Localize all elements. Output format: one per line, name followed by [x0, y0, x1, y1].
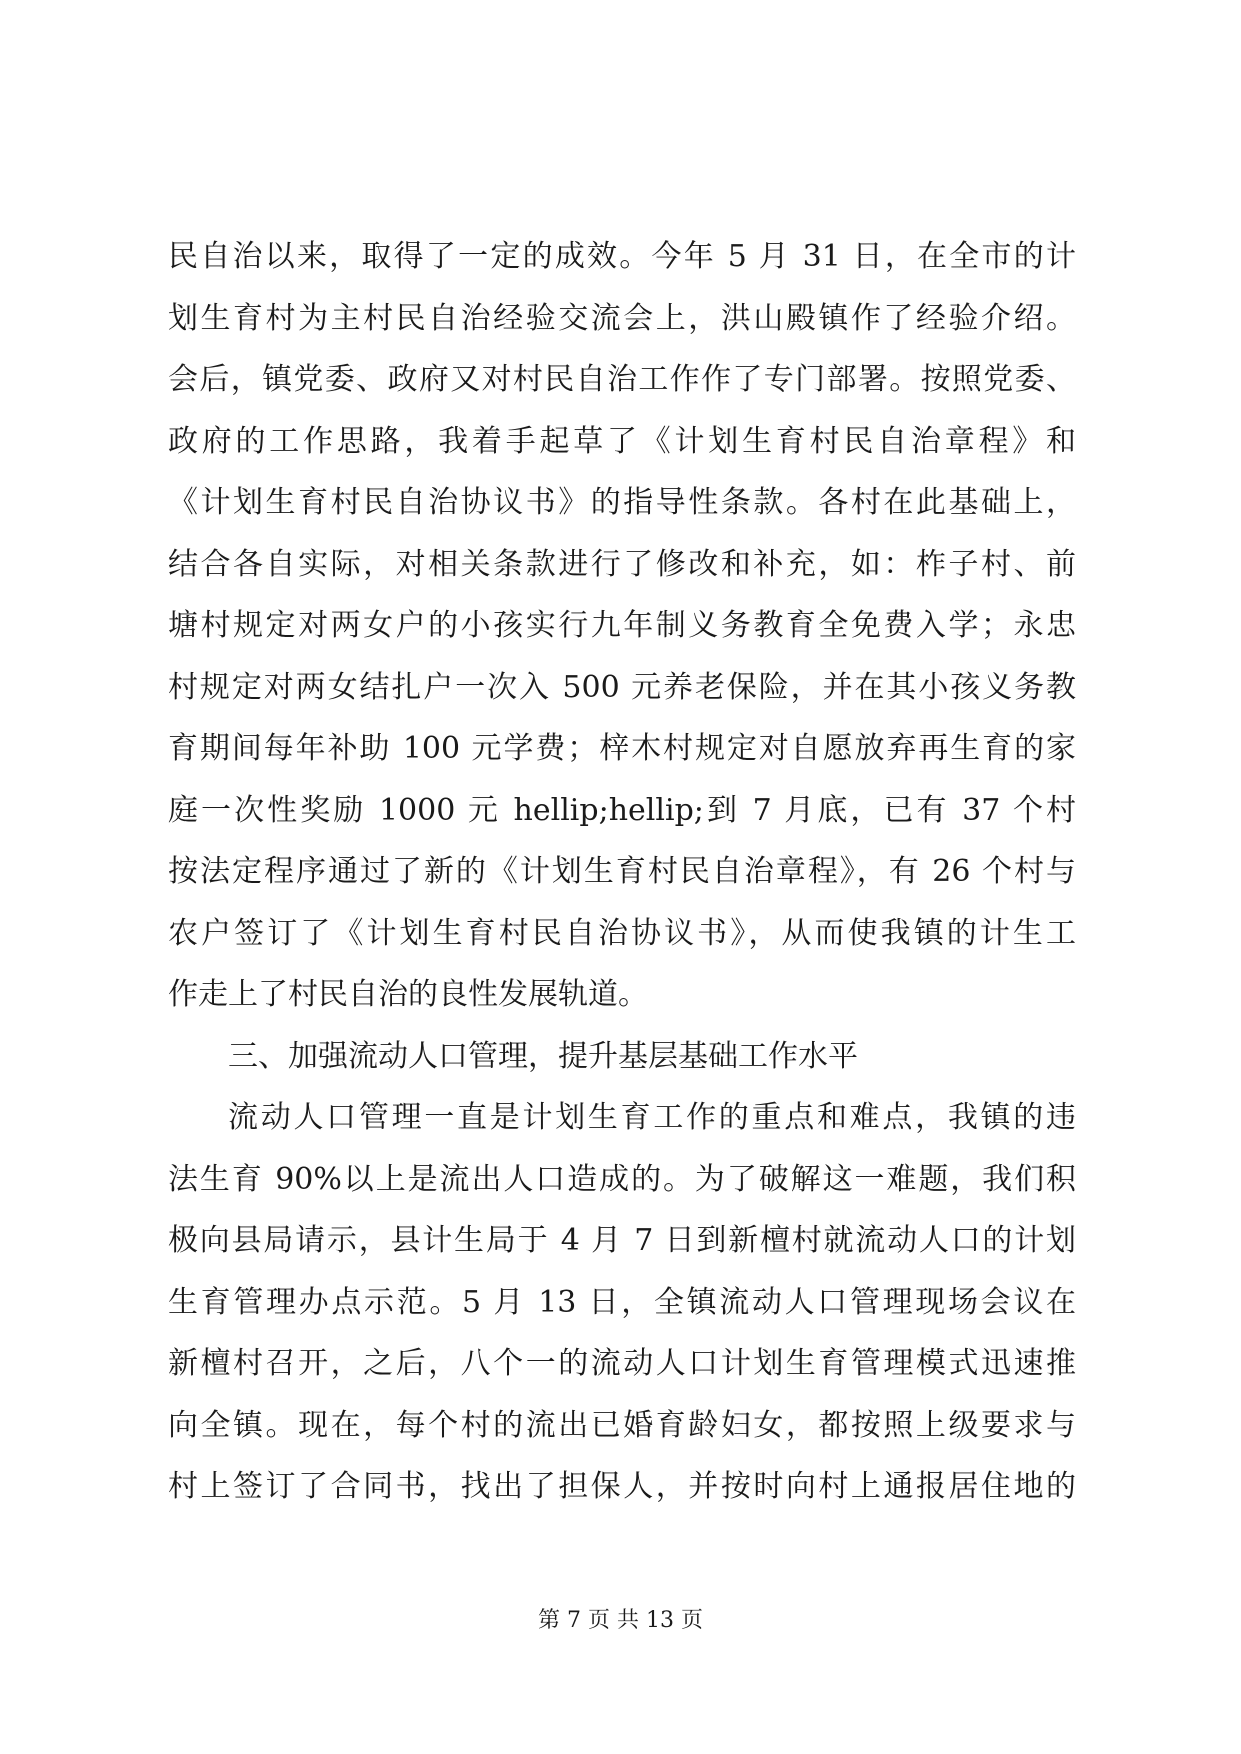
- text-line: 生育管理办点示范。5 月 13 日，全镇流动人口管理现场会议在: [168, 1284, 1076, 1320]
- text-line: 向全镇。现在，每个村的流出已婚育龄妇女，都按照上级要求与: [168, 1407, 1076, 1443]
- text-line: 会后，镇党委、政府又对村民自治工作作了专门部署。按照党委、: [168, 362, 1076, 397]
- text-line: 农户签订了《计划生育村民自治协议书》，从而使我镇的计生工: [168, 915, 1076, 951]
- body-text: [168, 226, 1076, 1518]
- text-line: 民自治以来，取得了一定的成效。今年 5 月 31 日，在全市的计: [168, 239, 1076, 274]
- text-line: 庭一次性奖励 1000 元 hellip;hellip;到 7 月底，已有 37 个村: [168, 792, 1076, 828]
- text-line: 育期间每年补助 100 元学费；梓木村规定对自愿放弃再生育的家: [168, 731, 1076, 766]
- text-line: 村规定对两女结扎户一次入 500 元养老保险，并在其小孩义务教: [168, 669, 1076, 705]
- text-line: 划生育村为主村民自治经验交流会上，洪山殿镇作了经验介绍。: [168, 300, 1076, 336]
- section-heading: 三、加强流动人口管理，提升基层基础工作水平: [228, 1038, 858, 1074]
- text-line: 作走上了村民自治的良性发展轨道。: [168, 977, 648, 1012]
- text-line: 村上签订了合同书，找出了担保人，并按时向村上通报居住地的: [168, 1469, 1076, 1504]
- text-line: 流动人口管理一直是计划生育工作的重点和难点，我镇的违: [228, 1100, 1076, 1135]
- text-line: 极向县局请示，县计生局于 4 月 7 日到新檀村就流动人口的计划: [168, 1223, 1076, 1258]
- text-line: 法生育 90%以上是流出人口造成的。为了破解这一难题，我们积: [168, 1161, 1076, 1197]
- text-line: 《计划生育村民自治协议书》的指导性条款。各村在此基础上，: [168, 485, 1076, 520]
- text-line: 新檀村召开，之后，八个一的流动人口计划生育管理模式迅速推: [168, 1346, 1076, 1381]
- text-line: 结合各自实际，对相关条款进行了修改和补充，如：柞子村、前: [168, 546, 1076, 582]
- text-line: 政府的工作思路，我着手起草了《计划生育村民自治章程》和: [168, 423, 1076, 459]
- text-line: 塘村规定对两女户的小孩实行九年制义务教育全免费入学；永忠: [168, 608, 1076, 643]
- page-number: 第 7 页 共 13 页: [538, 1608, 703, 1633]
- text-line: 按法定程序通过了新的《计划生育村民自治章程》，有 26 个村与: [168, 854, 1076, 889]
